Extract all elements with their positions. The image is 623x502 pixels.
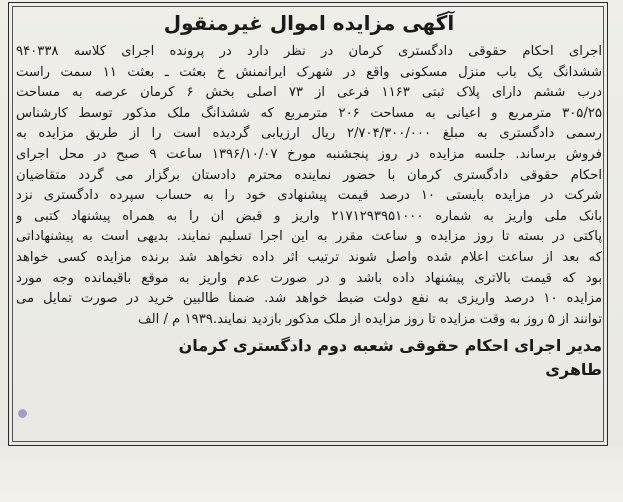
notice-line: توانند از ۵ روز به وقت مزایده تا روز مزایده از ملک مذکور بازدید نمایند.۱۹۳۹ م / الف xyxy=(138,311,602,327)
notice-line: بود که قیمت بالاتری پیشنهاد داده باشد و در صورت عدم واریز به موقع باقیمانده وجه مورد xyxy=(16,270,602,286)
notice-line: که بعد از ساعت اعلام شده واصل شوند ترتیب اثر داده نخواهد شد برنده مزایده کسی خواهد xyxy=(16,249,602,265)
notice-line: شرکت در مزایده بایستی ۱۰ درصد قیمت پیشنهادی خود را به حساب سپرده دادگستری نزد xyxy=(16,188,602,204)
notice-line: مزایده ۱۰ درصد واریزی به نفع دولت ضبط خواهد شد. ضمنا طالبین خرید در صورت تمایل می xyxy=(16,291,602,307)
notice-line: اجرای احکام حقوقی دادگستری کرمان در نظر دارد در پرونده اجرای کلاسه ۹۴۰۳۳۸ xyxy=(16,44,602,59)
notice-line: رسمی دادگستری به مبلغ ۲/۷۰۴/۳۰۰/۰۰۰ ریال ارزیابی گردیده است را از طریق مزایده به xyxy=(16,126,602,142)
notice-body xyxy=(16,8,602,382)
ink-mark xyxy=(18,409,27,418)
signature-title: مدیر اجرای احکام حقوقی شعبه دوم دادگستری کرمان xyxy=(178,336,602,356)
notice-line: بانک ملی واریز به شماره ۲۱۷۱۲۹۳۹۵۱۰۰۰ واریز و قبض ان را به همراه پیشنهاد کتبی و xyxy=(16,208,602,224)
notice-line: ششدانگ یک باب منزل مسکونی واقع در شهرک ایرانمنش خ بعثت ـ بعثت ۱۱ سمت راست xyxy=(16,64,602,80)
blank-paper-area xyxy=(0,446,623,502)
notice-line: ۳۰۵/۲۵ مترمربع و اعیانی به مساحت ۲۰۶ مترمربع که ششدانگ ملک مذکور توسط کارشناس xyxy=(16,105,602,121)
notice-line: پاکتی در بسته تا روز مزایده و ساعت مقرر به این اجرا تسلیم نمایند. بدیهی است به پیشنهاداتی xyxy=(16,229,602,245)
notice-title: آگهی مزایده اموال غیرمنقول xyxy=(163,11,455,35)
notice-line: درب ششم دارای پلاک ثبتی ۱۱۶۳ فرعی از ۷۳ اصلی بخش ۶ کرمان عرصه به مساحت xyxy=(16,85,602,101)
notice-line: احکام حقوقی دادگستری کرمان با حضور نماینده محترم دادستان برگزار می گردد متقاضیان xyxy=(16,167,602,183)
notice-line: فروش برساند. جلسه مزایده در روز پنجشنبه مورخ ۱۳۹۶/۱۰/۰۷ ساعت ۹ صبح در محل اجرای xyxy=(16,146,602,162)
signature-name: طاهری xyxy=(545,360,602,380)
